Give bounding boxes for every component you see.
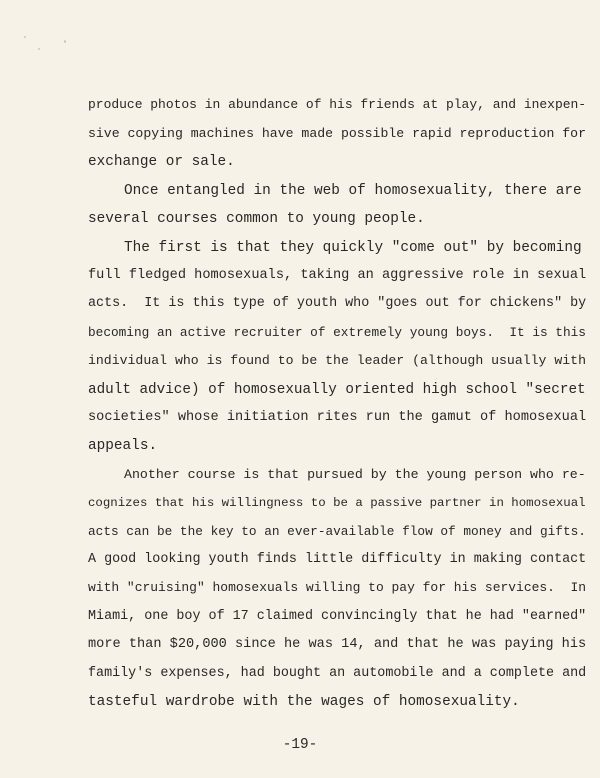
- text-line: individual who is found to be the leader (although usually with: [88, 353, 586, 368]
- text-line: several courses common to young people.: [88, 211, 425, 227]
- text-line: produce photos in abundance of his friends at play, and inexpen-: [88, 97, 587, 112]
- text-line: acts can be the key to an ever-available flow of money and gifts.: [88, 524, 586, 539]
- text-line: Another course is that pursued by the young person who re-: [124, 467, 586, 482]
- page-number: -19-: [282, 737, 318, 753]
- text-line: adult advice) of homosexually oriented high school "secret: [88, 382, 586, 398]
- paper-speck: [64, 40, 66, 43]
- text-line: sive copying machines have made possible rapid reproduction for: [88, 126, 586, 141]
- paper-speck: [38, 48, 40, 50]
- text-line: family's expenses, had bought an automobile and a complete and: [88, 666, 587, 681]
- text-line: A good looking youth finds little difficulty in making contact: [88, 552, 587, 567]
- text-line: appeals.: [88, 438, 158, 454]
- text-line: with "cruising" homosexuals willing to pay for his services. In: [88, 580, 587, 595]
- text-line: cognizes that his willingness to be a passive partner in homosexual: [88, 496, 586, 510]
- text-line: exchange or sale.: [88, 154, 235, 170]
- paper-speck: [24, 36, 26, 38]
- text-line: becoming an active recruiter of extremely young boys. It is this: [88, 325, 586, 340]
- text-line: Miami, one boy of 17 claimed convincingly that he had "earned": [88, 609, 587, 624]
- text-line: societies" whose initiation rites run the gamut of homosexual: [88, 410, 587, 425]
- text-line: The first is that they quickly "come out" by becoming: [124, 240, 582, 256]
- text-line: Once entangled in the web of homosexuality, there are: [124, 183, 582, 199]
- text-line: acts. It is this type of youth who "goes out for chickens" by: [88, 296, 587, 311]
- text-line: tasteful wardrobe with the wages of homosexuality.: [88, 694, 520, 710]
- text-line: more than $20,000 since he was 14, and that he was paying his: [88, 637, 587, 652]
- text-line: full fledged homosexuals, taking an aggressive role in sexual: [88, 268, 587, 283]
